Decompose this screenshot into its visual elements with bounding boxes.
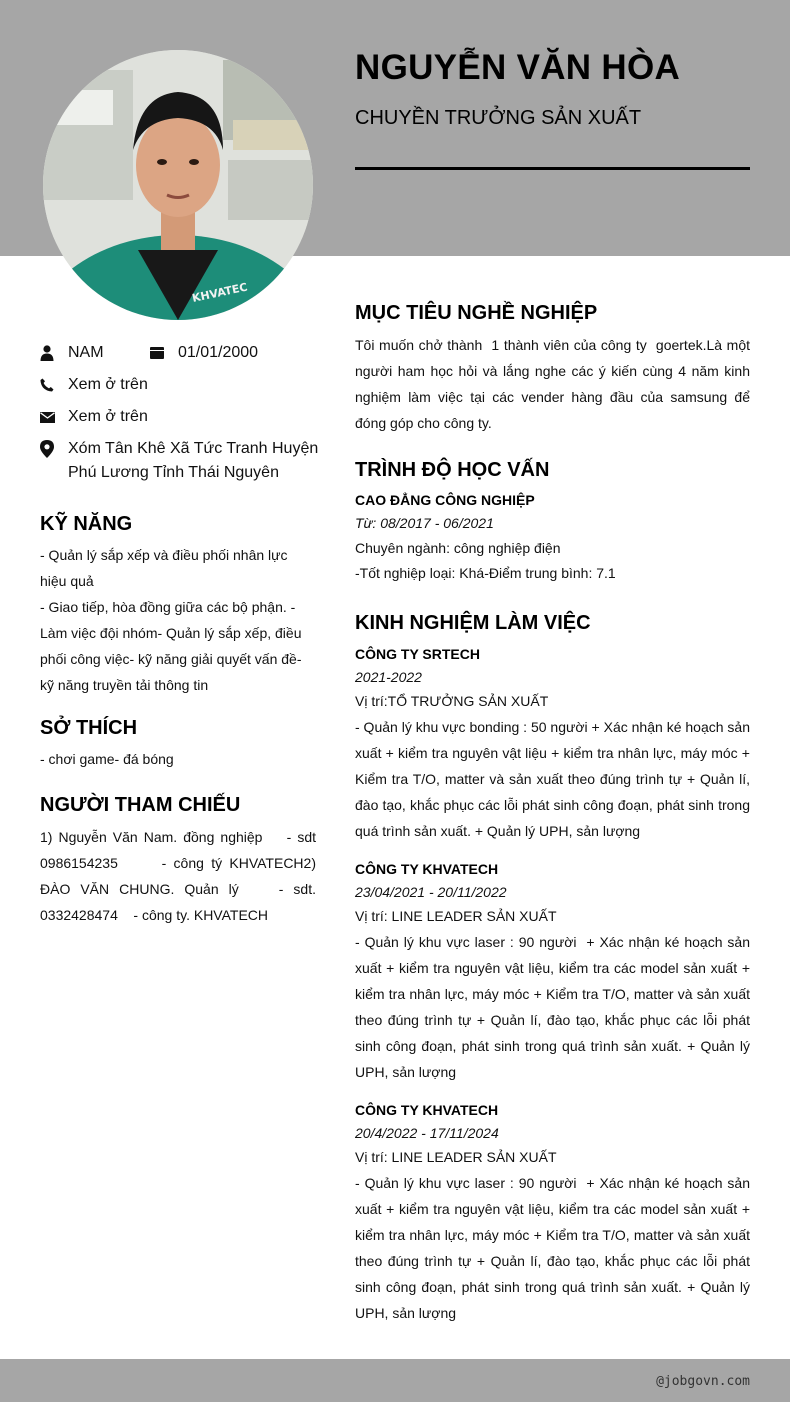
experience-company: CÔNG TY KHVATECH bbox=[355, 861, 499, 877]
experience-description: - Quản lý khu vực laser : 90 người + Xác nhận ké hoạch sản xuất + kiểm tra nguyên vật liệu, kiểm tra các model sản xuất + kiểm tra nhân lực, máy móc + Kiểm tra T/O, matter và sản xuất theo đúng trình tự + Quản lí, đào tạo, khắc phục các lỗi phát sinh công đoạn, phát sinh trong quá trình sản xuất. + Quản lý UPH, sản lượng bbox=[355, 1175, 754, 1321]
phone-icon bbox=[40, 373, 56, 397]
education-major: Chuyên ngành: công nghiệp điện bbox=[355, 540, 561, 556]
experience-company: CÔNG TY KHVATECH bbox=[355, 1102, 499, 1118]
experience-period: 20/4/2022 - 17/11/2024 bbox=[355, 1125, 499, 1141]
address-line-2: Phú Lương Tỉnh Thái Nguyên bbox=[68, 464, 279, 481]
references-heading: NGƯỜI THAM CHIẾU bbox=[40, 794, 241, 816]
experience-heading: KINH NGHIỆM LÀM VIỆC bbox=[355, 612, 591, 634]
hobbies-section bbox=[40, 715, 316, 772]
profile-photo bbox=[43, 50, 313, 320]
address-row bbox=[40, 437, 318, 485]
experience-description: - Quản lý khu vực laser : 90 người + Xác nhận ké hoạch sản xuất + kiểm tra nguyên vật liệu, kiểm tra các model sản xuất + kiểm tra nhân lực, máy móc + Kiểm tra T/O, matter và sản xuất theo đúng trình tự + Quản lí, đào tạo, khắc phục các lỗi phát sinh công đoạn, phát sinh trong quá trình sản xuất. + Quản lý UPH, sản lượng bbox=[355, 934, 754, 1080]
phone-row bbox=[40, 373, 148, 397]
experience-description: - Quản lý khu vực bonding : 50 người + Xác nhận ké hoạch sản xuất + kiểm tra nguyên vật liệu + kiểm tra nhân lực, máy móc + Kiểm tra T/O, matter và sản xuất theo đúng trình tự + Quản lí, đào tạo, khắc phục các lỗi phát sinh công đoạn, phát sinh trong quá trình sản xuất. + Quản lý UPH, sản lượng bbox=[355, 719, 754, 839]
education-heading: TRÌNH ĐỘ HỌC VẤN bbox=[355, 459, 550, 481]
person-icon bbox=[40, 341, 56, 365]
references-text: 1) Nguyễn Văn Nam. đồng nghiệp - sdt 0986154235 - công tý KHVATECH2) ĐÀO VĂN CHUNG. Quản lý - sdt. 0332428474 - công ty. KHVATECH bbox=[40, 829, 320, 923]
experience-item bbox=[355, 643, 754, 844]
skills-heading: KỸ NĂNG bbox=[40, 513, 133, 535]
objective-section bbox=[355, 300, 754, 436]
job-title: CHUYỀN TRƯỞNG SẢN XUẤT bbox=[355, 107, 642, 129]
email-text: Xem ở trên bbox=[68, 408, 148, 425]
footer-credit: @jobgovn.com bbox=[656, 1374, 750, 1389]
experience-period: 2021-2022 bbox=[355, 669, 422, 685]
gender-row bbox=[40, 341, 104, 365]
birthday-row bbox=[150, 341, 258, 365]
envelope-icon bbox=[40, 405, 56, 429]
email-row bbox=[40, 405, 148, 429]
objective-heading: MỤC TIÊU NGHỀ NGHIỆP bbox=[355, 302, 598, 324]
education-period: Từ: 08/2017 - 06/2021 bbox=[355, 515, 494, 531]
skills-text: - Quản lý sắp xếp và điều phối nhân lực hiệu quả - Giao tiếp, hòa đồng giữa các bộ phận. - Làm việc đội nhóm- Quản lý sắp xếp, điều phối công việc- kỹ năng giải quyết vấn đề- kỹ năng truyền tải thông tin bbox=[40, 547, 302, 693]
education-school: CAO ĐẲNG CÔNG NGHIỆP bbox=[355, 492, 535, 508]
experience-section bbox=[355, 610, 754, 1326]
education-grade: -Tốt nghiệp loại: Khá-Điểm trung bình: 7.1 bbox=[355, 565, 616, 581]
references-section bbox=[40, 792, 320, 928]
gender-text: NAM bbox=[68, 344, 104, 361]
vest-logo-text: KHVATEC bbox=[190, 280, 249, 305]
experience-item bbox=[355, 858, 754, 1085]
skills-section bbox=[40, 511, 316, 698]
hobbies-text: - chơi game- đá bóng bbox=[40, 751, 174, 767]
hobbies-heading: SỞ THÍCH bbox=[40, 717, 138, 739]
location-pin-icon bbox=[40, 437, 56, 461]
calendar-icon bbox=[150, 341, 166, 365]
birthday-text: 01/01/2000 bbox=[178, 344, 259, 361]
objective-text: Tôi muốn chở thành 1 thành viên của công ty goertek.Là một người ham học hỏi và lắng nghe các ý kiến cùng 4 năm kinh nghiệm làm việc tại các vender hàng đầu của samsung để đóng góp cho công ty. bbox=[355, 337, 754, 431]
phone-text: Xem ở trên bbox=[68, 376, 148, 393]
education-section bbox=[355, 457, 750, 585]
title-divider bbox=[355, 167, 750, 170]
experience-item bbox=[355, 1099, 754, 1326]
experience-period: 23/04/2021 - 20/11/2022 bbox=[355, 884, 507, 900]
full-name: NGUYỄN VĂN HÒA bbox=[355, 48, 681, 87]
address-line-1: Xóm Tân Khê Xã Tức Tranh Huyện bbox=[68, 440, 319, 457]
experience-position: Vị trí:TỔ TRƯỞNG SẢN XUẤT bbox=[355, 693, 549, 709]
experience-position: Vị trí: LINE LEADER SẢN XUẤT bbox=[355, 1149, 557, 1165]
experience-position: Vị trí: LINE LEADER SẢN XUẤT bbox=[355, 908, 557, 924]
experience-company: CÔNG TY SRTECH bbox=[355, 646, 480, 662]
